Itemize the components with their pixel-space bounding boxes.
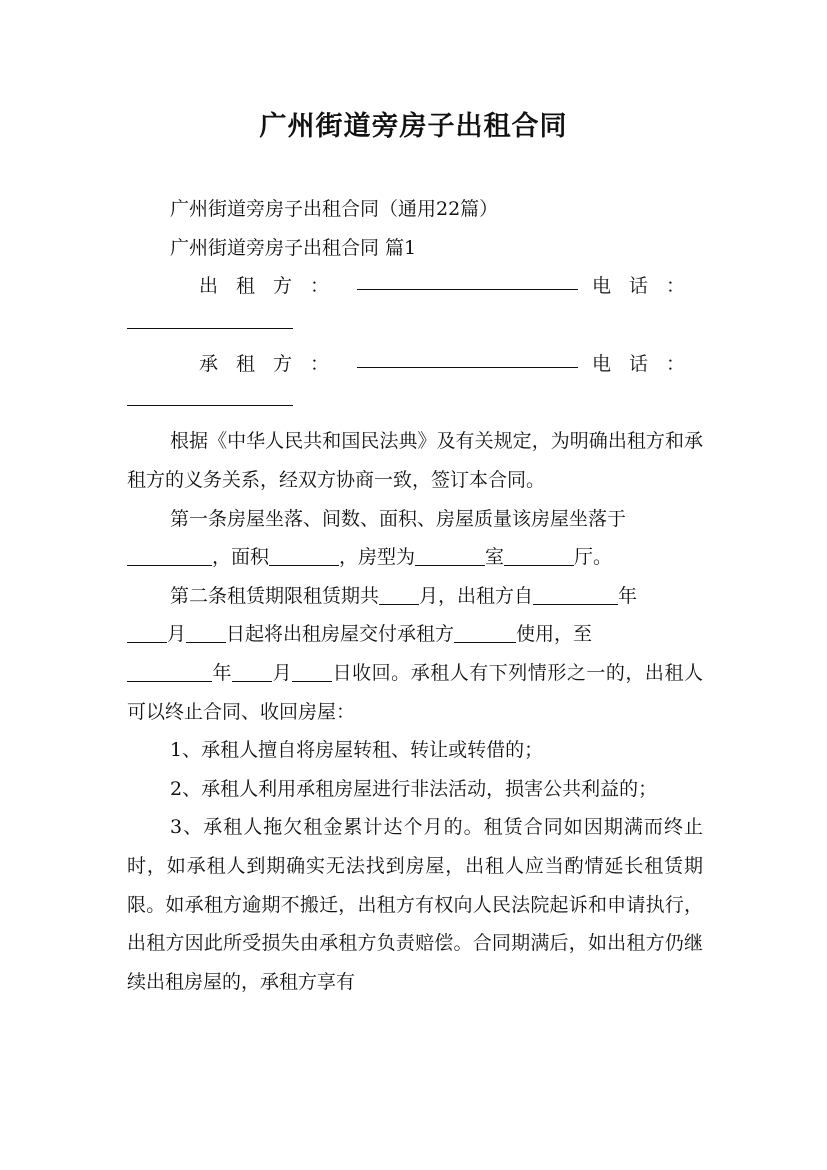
- rooms-label: 室: [485, 546, 505, 569]
- start-year-label: 年: [618, 584, 638, 607]
- intro-paragraph: 根据《中华人民共和国民法典》及有关规定，为明确出租方和承租方的义务关系，经双方协商一致，签订本合同。: [127, 430, 703, 491]
- area-label: ，面积: [212, 546, 270, 569]
- start-year-blank: [533, 585, 618, 605]
- start-day-blank: [186, 623, 226, 643]
- term-from-text: 月，出租方自: [419, 584, 534, 607]
- usage-blank: [454, 623, 516, 643]
- lessee-label: 承租方：: [199, 352, 348, 375]
- end-month-blank: [232, 662, 272, 682]
- lessor-phone-label: 电话：: [591, 275, 703, 298]
- area-blank: [269, 546, 339, 566]
- halls-blank: [504, 546, 574, 566]
- rooms-blank: [415, 546, 485, 566]
- term-text: 第二条租赁期限租赁期共: [170, 584, 380, 607]
- lessor-label: 出租方：: [199, 275, 348, 298]
- article-1-text: 第一条房屋坐落、间数、面积、房屋质量该房屋坐落于: [170, 507, 627, 530]
- document-title: 广州街道旁房子出租合同: [259, 111, 568, 142]
- start-month-blank: [127, 623, 167, 643]
- lessor-phone-blank: [127, 306, 293, 329]
- subtitle: 广州街道旁房子出租合同（通用22篇）: [170, 198, 499, 220]
- section-heading: 广州街道旁房子出租合同 篇1: [170, 236, 417, 259]
- lessee-phone-label: 电话：: [591, 352, 703, 375]
- term-months-blank: [379, 585, 419, 605]
- end-month-label: 月: [272, 661, 293, 684]
- lessee-phone-blank: [127, 383, 293, 406]
- termination-text: 日收回。承租人有下列情形之一的，出租人可以终止合同、收回房屋：: [127, 661, 703, 723]
- item-2: 2、承租人利用承租房屋进行非法活动，损害公共利益的；: [170, 777, 658, 800]
- end-day-blank: [292, 662, 332, 682]
- end-year-blank: [127, 662, 212, 682]
- lessee-name-blank: [357, 348, 578, 368]
- usage-text: 使用，至: [516, 623, 593, 646]
- document-body: [127, 190, 703, 1001]
- article-1: [127, 500, 703, 577]
- start-month-label: 月: [167, 623, 187, 646]
- location-blank: [127, 546, 212, 566]
- article-2: [127, 577, 703, 731]
- handover-text: 日起将出租房屋交付承租方: [226, 623, 455, 646]
- layout-label: ，房型为: [339, 546, 416, 569]
- end-year-label: 年: [212, 661, 233, 684]
- halls-label: 厅。: [574, 546, 613, 569]
- item-3: 3、承租人拖欠租金累计达个月的。租赁合同如因期满而终止时，如承租人到期确实无法找到房屋，出租人应当酌情延长租赁期限。如承租方逾期不搬迁，出租方有权向人民法院起诉和申请执行，出租方因此所受损失由承租方负责赔偿。合同期满后，如出租方仍继续出租房屋的，承租方享有: [127, 816, 703, 993]
- lessor-name-blank: [357, 270, 578, 290]
- item-1: 1、承租人擅自将房屋转租、转让或转借的；: [170, 739, 544, 762]
- lessor-line: [127, 267, 703, 306]
- lessee-line: [127, 345, 703, 384]
